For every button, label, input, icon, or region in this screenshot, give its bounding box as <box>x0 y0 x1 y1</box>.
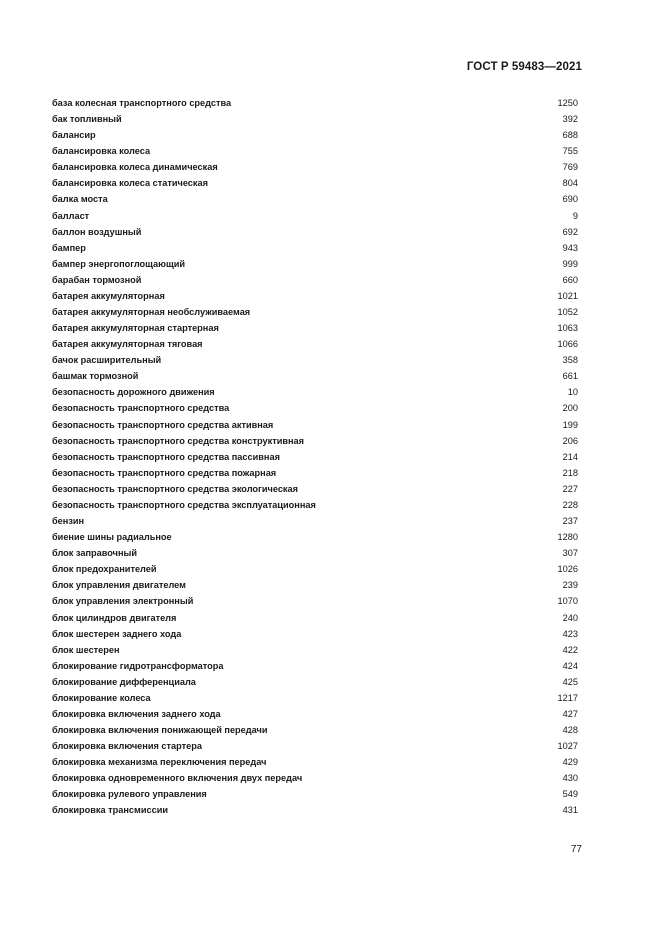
index-term: блок управления электронный <box>52 596 194 607</box>
index-term: блокировка одновременного включения двух передач <box>52 773 303 784</box>
index-page-ref: 692 <box>562 226 578 237</box>
index-entry <box>52 208 578 224</box>
index-entry <box>52 513 578 529</box>
index-term: балансировка колеса статическая <box>52 178 208 189</box>
index-page-ref: 999 <box>562 258 578 269</box>
index-page-ref: 424 <box>562 660 578 671</box>
index-entry <box>52 481 578 497</box>
index-entry <box>52 159 578 175</box>
index-entry <box>52 561 578 577</box>
index-term: база колесная транспортного средства <box>52 98 232 108</box>
index-term: безопасность транспортного средства эксплуатационная <box>52 499 316 510</box>
index-page-ref: 392 <box>562 114 578 125</box>
index-term: балансировка колеса динамическая <box>52 162 218 173</box>
index-term: батарея аккумуляторная тяговая <box>52 339 203 350</box>
index-term: башмак тормозной <box>52 371 139 382</box>
index-entry <box>52 497 578 513</box>
index-term: блокировка включения заднего хода <box>52 708 221 719</box>
index-page-ref: 199 <box>562 419 578 430</box>
index-term: бензин <box>52 516 85 527</box>
index-term: блокировка включения стартера <box>52 741 202 752</box>
index-page-ref: 690 <box>562 194 578 205</box>
index-page-ref: 228 <box>562 499 578 510</box>
index-term: батарея аккумуляторная необслуживаемая <box>52 307 251 318</box>
index-page-ref: 1021 <box>557 290 578 301</box>
index-page-ref: 943 <box>562 242 578 253</box>
index-term: балансировка колеса <box>52 146 151 157</box>
index-term: барабан тормозной <box>52 274 142 285</box>
index-term: блокировка рулевого управления <box>52 789 207 800</box>
index-term: бампер <box>52 242 86 253</box>
index-entry <box>52 754 578 770</box>
index-entry <box>52 288 578 304</box>
index-term: безопасность дорожного движения <box>52 387 215 398</box>
index-page-ref: 206 <box>562 435 578 446</box>
index-page-ref: 10 <box>567 387 578 398</box>
index-page-ref: 200 <box>562 403 578 414</box>
index-entry <box>52 240 578 256</box>
index-entry <box>52 642 578 658</box>
index-entry <box>52 352 578 368</box>
index-entry <box>52 368 578 384</box>
index-entry <box>52 770 578 786</box>
index-page-ref: 239 <box>562 580 578 591</box>
index-page-ref: 804 <box>562 178 578 189</box>
index-term: безопасность транспортного средства <box>52 403 230 414</box>
index-entry <box>52 191 578 207</box>
index-term: балласт <box>52 210 90 221</box>
index-term: бачок расширительный <box>52 355 162 366</box>
index-page-ref: 769 <box>562 162 578 173</box>
index-entry <box>52 256 578 272</box>
index-term: блок предохранителей <box>52 564 157 575</box>
index-term: блокирование колеса <box>52 692 151 703</box>
index-term: бак топливный <box>52 114 122 125</box>
index-page-ref: 1052 <box>557 307 578 318</box>
index-entry <box>52 127 578 143</box>
index-entry <box>52 529 578 545</box>
index-page-ref: 227 <box>562 483 578 494</box>
index-term: балка моста <box>52 194 108 205</box>
index-page-ref: 549 <box>562 789 578 800</box>
index-term: блок цилиндров двигателя <box>52 612 177 623</box>
index-term: блок заправочный <box>52 548 138 559</box>
index-entry <box>52 786 578 802</box>
index-term: блокировка трансмиссии <box>52 805 168 816</box>
index-term: батарея аккумуляторная стартерная <box>52 323 219 334</box>
index-entry <box>52 400 578 416</box>
index-page-ref: 428 <box>562 725 578 736</box>
index-entry <box>52 224 578 240</box>
index-page-ref: 1250 <box>557 98 578 108</box>
index-page-ref: 661 <box>562 371 578 382</box>
index-term: биение шины радиальное <box>52 532 172 543</box>
index-entry <box>52 95 578 111</box>
index-entry <box>52 610 578 626</box>
index-page-ref: 429 <box>562 757 578 768</box>
index-term: безопасность транспортного средства пассивная <box>52 451 280 462</box>
index-term: блок управления двигателем <box>52 580 186 591</box>
index-entry <box>52 384 578 400</box>
index-entry <box>52 593 578 609</box>
index-page-ref: 1026 <box>557 564 578 575</box>
index-term: блокировка механизма переключения передач <box>52 757 267 768</box>
index-entry <box>52 320 578 336</box>
index-entry <box>52 658 578 674</box>
index-term: баллон воздушный <box>52 226 142 237</box>
index-entry <box>52 449 578 465</box>
index-page-ref: 358 <box>562 355 578 366</box>
index-entry <box>52 802 578 818</box>
index-page-ref: 423 <box>562 628 578 639</box>
index-entry <box>52 577 578 593</box>
index-page-ref: 1027 <box>557 741 578 752</box>
index-term: блок шестерен <box>52 644 120 655</box>
index-page-ref: 430 <box>562 773 578 784</box>
index-page-ref: 1070 <box>557 596 578 607</box>
index-page-ref: 431 <box>562 805 578 816</box>
index-page-ref: 1066 <box>557 339 578 350</box>
index-entry <box>52 417 578 433</box>
index-term: балансир <box>52 130 96 141</box>
index-page-ref: 688 <box>562 130 578 141</box>
index-entry <box>52 626 578 642</box>
index-page-ref: 218 <box>562 467 578 478</box>
index-term: безопасность транспортного средства пожарная <box>52 467 277 478</box>
index-page-ref: 237 <box>562 516 578 527</box>
index-entry <box>52 175 578 191</box>
index-term: блокирование дифференциала <box>52 676 196 687</box>
index-entry <box>52 304 578 320</box>
index-term: безопасность транспортного средства активная <box>52 419 274 430</box>
index-entry <box>52 111 578 127</box>
index-page-ref: 240 <box>562 612 578 623</box>
index-page-ref: 307 <box>562 548 578 559</box>
index-term: безопасность транспортного средства экологическая <box>52 483 298 494</box>
index-page-ref: 425 <box>562 676 578 687</box>
index-page-ref: 427 <box>562 708 578 719</box>
index-term: безопасность транспортного средства конструктивная <box>52 435 305 446</box>
page-number: 77 <box>570 844 582 855</box>
index-page-ref: 755 <box>562 146 578 157</box>
index-term: блок шестерен заднего хода <box>52 628 182 639</box>
index-entry <box>52 272 578 288</box>
index-entry <box>52 433 578 449</box>
index-entry <box>52 465 578 481</box>
document-standard-header: ГОСТ Р 59483—2021 <box>466 61 582 73</box>
index-page-ref: 214 <box>562 451 578 462</box>
index-page-ref: 422 <box>562 644 578 655</box>
index-term: блокирование гидротрансформатора <box>52 660 224 671</box>
index-entry <box>52 143 578 159</box>
index-entry <box>52 722 578 738</box>
index-page-ref: 1280 <box>557 532 578 543</box>
index-entry <box>52 336 578 352</box>
index-entry <box>52 545 578 561</box>
index-entry <box>52 738 578 754</box>
index-page-ref: 1063 <box>557 323 578 334</box>
index-entry <box>52 690 578 706</box>
index-entry <box>52 706 578 722</box>
index-term: батарея аккумуляторная <box>52 290 165 301</box>
index-page-ref: 1217 <box>557 692 578 703</box>
index-entry <box>52 674 578 690</box>
index-page-ref: 9 <box>572 210 578 221</box>
index-page-ref: 660 <box>562 274 578 285</box>
term-index-list <box>52 95 578 819</box>
index-term: блокировка включения понижающей передачи <box>52 725 268 736</box>
index-term: бампер энергопоглощающий <box>52 258 186 269</box>
